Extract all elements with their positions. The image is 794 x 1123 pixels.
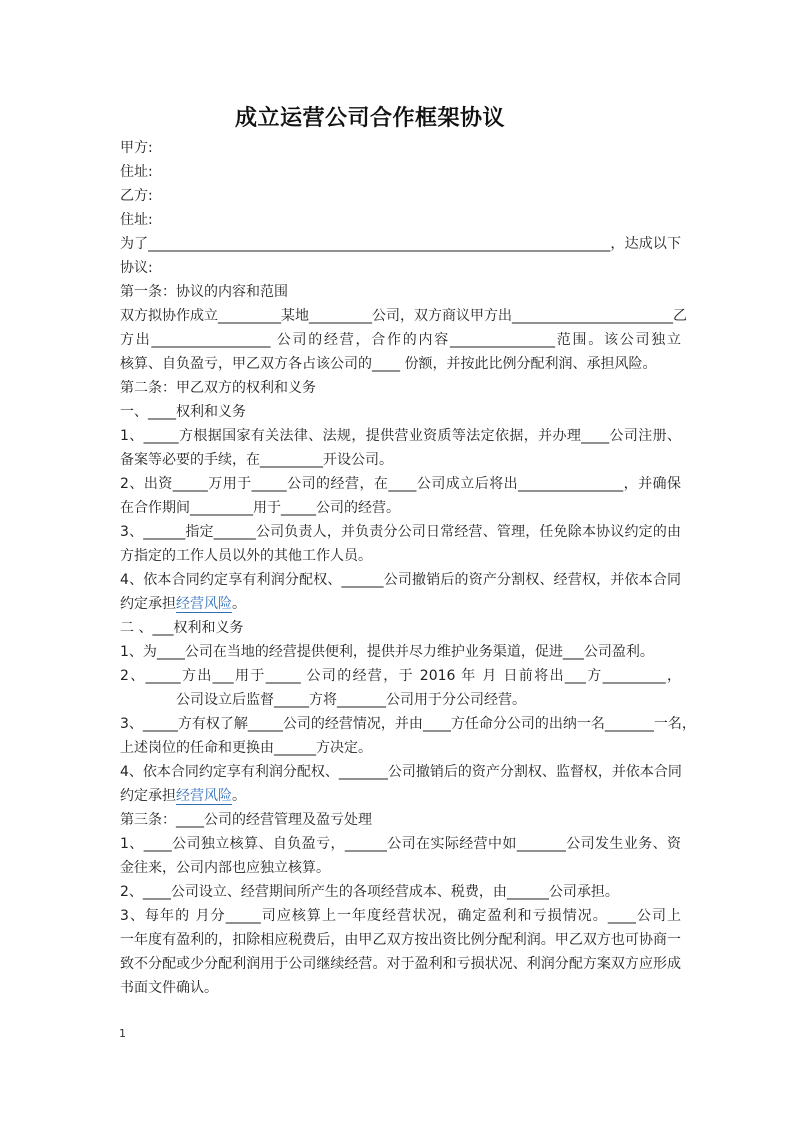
paragraph: [120, 232, 681, 280]
paragraph: [120, 136, 681, 160]
paragraph: [120, 304, 687, 376]
paragraph: [120, 904, 681, 1000]
text-line: 1、____公司独立核算、自负盈亏，______公司在实际经营中如_______公司发生业务、资: [120, 836, 681, 852]
paragraph: [120, 616, 681, 640]
text-line: 为了__________________________________________________________________，达成以下: [120, 236, 681, 252]
text-line: 双方拟协作成立_________某地_________公司，双方商议甲方出_______________________乙: [120, 308, 687, 324]
paragraph: [120, 208, 681, 232]
paragraph: [120, 400, 681, 424]
text-line: 二 、___权利和义务: [120, 620, 244, 636]
text-line: 核算、自负盈亏，甲乙双方各占该公司的____ 份额，并按此比例分配利润、承担风险。: [120, 356, 657, 372]
text-line: 公司设立后监督_____方将_______公司用于分公司经营。: [120, 692, 526, 708]
text-line: 3、______指定______公司负责人，并负责分公司日常经营、管理，任免除本协议约定的由: [120, 524, 681, 540]
paragraph: [120, 160, 681, 184]
text-line: 第一条：协议的内容和范围: [120, 284, 288, 300]
paragraph: [120, 808, 681, 832]
text-line: 甲方:: [120, 140, 153, 156]
text-line: 致不分配或少分配利润用于公司继续经营。对于盈利和亏损状况、利润分配方案双方应形成: [120, 956, 681, 972]
text-segment: 约定承担: [120, 788, 176, 804]
text-segment: 约定承担: [120, 596, 176, 612]
paragraph: [120, 712, 696, 760]
paragraph: [120, 520, 681, 568]
text-line: 住址:: [120, 164, 153, 180]
text-line: 金往来，公司内部也应独立核算。: [120, 860, 330, 876]
text-line: 1、为____公司在当地的经营提供便利，提供并尽力维护业务渠道，促进___公司盈利。: [120, 644, 654, 660]
paragraph: [120, 280, 681, 304]
text-segment: 。: [232, 788, 246, 804]
paragraph: [120, 880, 681, 904]
text-line: 方指定的工作人员以外的其他工作人员。: [120, 548, 372, 564]
text-segment: 。: [232, 596, 246, 612]
text-line: 2、出资_____万用于_____公司的经营，在____公司成立后将出_______________，并确保: [120, 476, 681, 492]
document-title: 成立运营公司合作框架协议: [234, 106, 505, 131]
text-line: 4、依本合同约定享有利润分配权、_______公司撤销后的资产分割权、监督权，并依本合同: [120, 764, 682, 780]
text-line: 第二条：甲乙双方的权利和义务: [120, 380, 316, 396]
text-line: 书面文件确认。: [120, 980, 218, 996]
document-body: [120, 136, 696, 1000]
text-line: 2、____公司设立、经营期间所产生的各项经营成本、税费，由______公司承担。: [120, 884, 619, 900]
text-line: 4、依本合同约定享有利润分配权、______公司撤销后的资产分割权、经营权，并依本合同: [120, 572, 681, 588]
paragraph: [120, 664, 681, 712]
paragraph: [120, 184, 681, 208]
paragraph: [120, 424, 681, 472]
text-line: 住址:: [120, 212, 153, 228]
text-line: 3、_____方有权了解_____公司的经营情况，并由____方任命分公司的出纳一名_______一名，: [120, 716, 696, 732]
text-line: 3、每年的 月分_____司应核算上一年度经营状况，确定盈利和亏损情况。____公司上: [120, 908, 681, 924]
text-line: 一年度有盈利的，扣除相应税费后，由甲乙双方按出资比例分配利润。甲乙双方也可协商一: [120, 932, 681, 948]
text-line: 乙方:: [120, 188, 153, 204]
paragraph: [120, 472, 681, 520]
page-number: 1: [119, 1027, 126, 1040]
text-line: 方出_________________ 公司的经营，合作的内容_______________范围。该公司独立: [120, 332, 681, 348]
paragraph: [120, 568, 681, 616]
text-line: 上述岗位的任命和更换由______方决定。: [120, 740, 372, 756]
text-line: 1、_____方根据国家有关法律、法规，提供营业资质等法定依据，并办理____公司注册、: [120, 428, 681, 444]
paragraph: [120, 640, 681, 664]
text-line: [120, 784, 681, 808]
text-line: 备案等必要的手续，在_________开设公司。: [120, 452, 393, 468]
text-line: [120, 592, 681, 616]
paragraph: [120, 376, 681, 400]
risk-link[interactable]: 经营风险: [176, 788, 232, 804]
paragraph: [120, 832, 681, 880]
text-line: 2、_____方出___用于_____ 公司的经营，于 2016 年 月 日前将出___方_________，: [120, 668, 681, 684]
text-line: 在合作期间_________用于_____公司的经营。: [120, 500, 400, 516]
text-line: 第三条：____公司的经营管理及盈亏处理: [120, 812, 372, 828]
text-line: 一、____权利和义务: [120, 404, 246, 420]
risk-link[interactable]: 经营风险: [176, 596, 232, 612]
text-line: 协议:: [120, 260, 153, 276]
paragraph: [120, 760, 681, 808]
